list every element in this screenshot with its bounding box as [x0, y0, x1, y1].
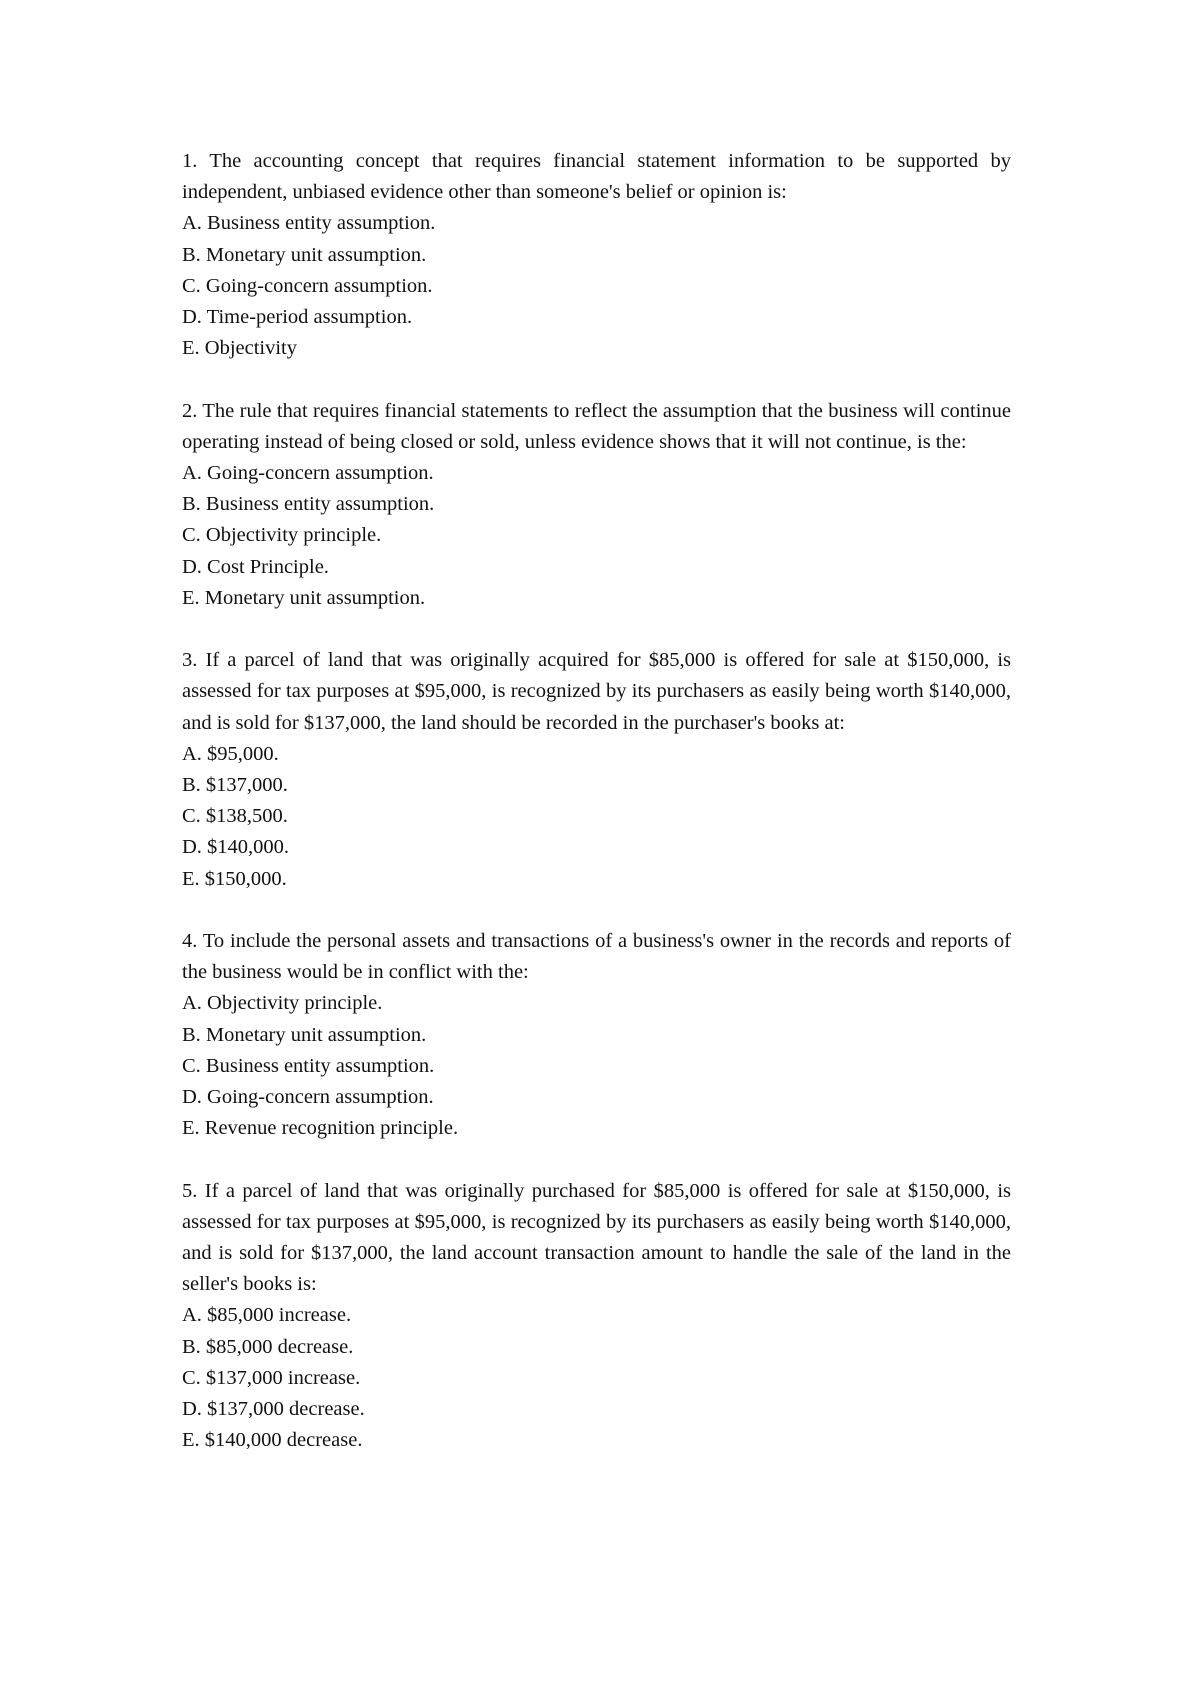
question-2 [182, 396, 1011, 614]
answer-option-d: D. $140,000. [182, 836, 290, 859]
answer-option-e: E. $150,000. [182, 867, 287, 890]
answer-option-d: D. $137,000 decrease. [182, 1398, 365, 1421]
answer-option-b: B. $85,000 decrease. [182, 1335, 354, 1358]
answer-option-a: A. Objectivity principle. [182, 992, 383, 1015]
answer-options [182, 988, 1011, 1144]
document-page [182, 146, 1011, 1488]
question-4 [182, 926, 1011, 1144]
answer-option-d: D. Cost Principle. [182, 555, 329, 578]
answer-option-b: B. Monetary unit assumption. [182, 243, 427, 266]
question-stem: 2. The rule that requires financial statements to reflect the assumption that the business will continue operating instead of being closed or sold, unless evidence shows that it will not continue, is the: [182, 399, 1011, 453]
answer-option-b: B. Business entity assumption. [182, 493, 435, 516]
question-stem: 3. If a parcel of land that was originally acquired for $85,000 is offered for sale at $150,000, is assessed for tax purposes at $95,000, is recognized by its purchasers as easily being worth $140,000, and is sold for $137,000, the land should be recorded in the purchaser's books at: [182, 649, 1011, 734]
answer-option-c: C. $137,000 increase. [182, 1366, 361, 1389]
answer-options [182, 208, 1011, 364]
answer-option-a: A. Business entity assumption. [182, 212, 436, 235]
answer-option-e: E. Revenue recognition principle. [182, 1117, 459, 1140]
answer-option-e: E. Monetary unit assumption. [182, 586, 426, 609]
answer-options [182, 739, 1011, 895]
answer-option-a: A. Going-concern assumption. [182, 462, 434, 485]
question-5 [182, 1176, 1011, 1457]
answer-options [182, 1300, 1011, 1456]
question-stem: 1. The accounting concept that requires financial statement information to be supported by independent, unbiased evidence other than someone's belief or opinion is: [182, 150, 1011, 204]
answer-option-d: D. Time-period assumption. [182, 306, 413, 329]
question-stem: 5. If a parcel of land that was originally purchased for $85,000 is offered for sale at $150,000, is assessed for tax purposes at $95,000, is recognized by its purchasers as easily being worth $140,000, and is sold for $137,000, the land account transaction amount to handle the sale of the land in the seller's books is: [182, 1179, 1011, 1296]
answer-option-a: A. $85,000 increase. [182, 1304, 352, 1327]
question-1 [182, 146, 1011, 364]
question-3 [182, 645, 1011, 895]
answer-option-a: A. $95,000. [182, 742, 279, 765]
answer-option-b: B. Monetary unit assumption. [182, 1023, 427, 1046]
answer-option-c: C. Going-concern assumption. [182, 274, 433, 297]
question-stem: 4. To include the personal assets and transactions of a business's owner in the records and reports of the business would be in conflict with the: [182, 930, 1011, 984]
answer-option-c: C. Business entity assumption. [182, 1054, 435, 1077]
answer-option-b: B. $137,000. [182, 774, 288, 797]
answer-option-e: E. Objectivity [182, 337, 298, 360]
answer-option-e: E. $140,000 decrease. [182, 1429, 363, 1452]
answer-option-c: C. Objectivity principle. [182, 524, 382, 547]
answer-option-d: D. Going-concern assumption. [182, 1086, 434, 1109]
answer-options [182, 458, 1011, 614]
answer-option-c: C. $138,500. [182, 805, 288, 828]
